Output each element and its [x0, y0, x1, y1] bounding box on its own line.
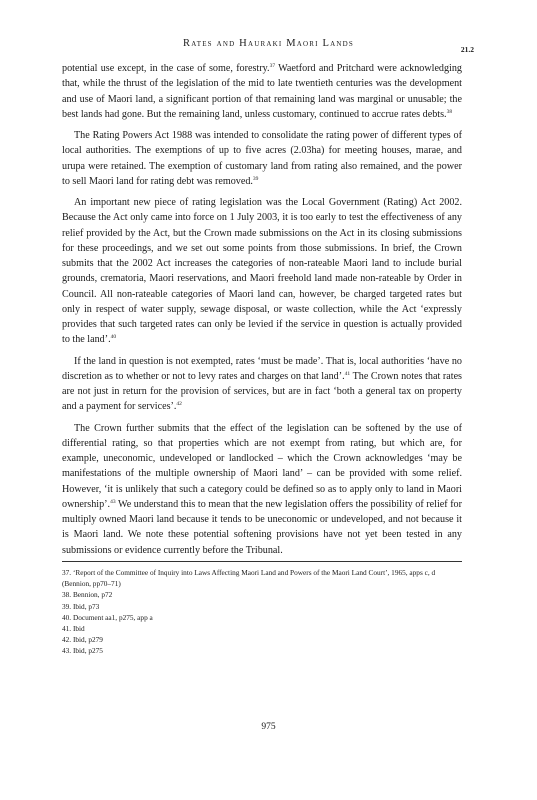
footnote: 37. ‘Report of the Committee of Inquiry into Laws Affecting Maori Land and Powers of the Maori Land Court’, 1965, apps c, d (Bennion, pp70–71)	[62, 568, 436, 589]
footnote-ref[interactable]: 38	[446, 108, 453, 115]
footnote: 41. Ibid	[62, 624, 85, 634]
footnote-ref[interactable]: 43	[110, 498, 116, 505]
paragraph	[62, 421, 462, 558]
body-text	[62, 61, 462, 564]
footnote-ref[interactable]: 41	[344, 370, 351, 377]
footnote: 43. Ibid, p275	[62, 646, 103, 656]
footnote: 38. Bennion, p72	[62, 590, 113, 600]
paragraph-text: We understand this to mean that the new legislation offers the possibility of relief for multiply owned Maori land because it tends to be uneconomic or undeveloped, and not because it is Maori land. We note these potential softening provisions have not yet been tested in any submissions or evidence currently before the Tribunal.	[62, 498, 462, 556]
paragraph-text: The Crown notes that rates are not just in return for the provision of services, but are in fact ‘both a general tax on property and a payment for services’.	[62, 370, 463, 413]
footnote-rule	[62, 561, 462, 562]
footnote: 42. Ibid, p279	[62, 635, 103, 645]
paragraph-text: If the land in question is not exempted, rates ‘must be made’. That is, local authorities ‘have no discretion as to whether or not to levy rates and charges on that land’.	[62, 355, 462, 382]
footnotes	[62, 567, 462, 657]
paragraph	[62, 195, 462, 348]
paragraph-text: Waetford and Pritchard were acknowledging that, while the thrust of the legislation of the mid to late twentieth centuries was the development and use of Maori land, a significant portion of that remaining land was marginal or unusable; the best lands had gone. But the remaining land, unless customary, continued to accrue rates debts.	[62, 63, 462, 120]
page-number: 975	[261, 722, 276, 732]
footnote-ref[interactable]: 42	[176, 401, 182, 408]
footnote-ref[interactable]: 37	[269, 63, 276, 69]
paragraph-text: An important new piece of rating legislation was the Local Government (Rating) Act 2002. Because the Act only came into force on 1 July 2003, it is too early to test the effectiveness of any relief provided by the Act, but the Crown made submissions on the Act in its closing submissions for these proceedings, and we set out some points from those submissions. In brief, the Crown submits that the 2002 Act increases the categories of non-rateable Maori land to include burial grounds, crematoria, Maori reservations, and Maori freehold land made non-rateable by Order in Council. All non-rateable categories of Maori land can, however, be charged targeted rates but only in respect of water supply, sewage disposal, or waste collection, while the Act ‘expressly provides that such targeted rates can only be levied if the service in question is actually provided to the land’.	[62, 197, 462, 346]
running-head: Rates and Hauraki Maori Lands	[183, 38, 354, 49]
footnote-ref[interactable]: 39	[252, 175, 259, 182]
footnote: 40. Document aa1, p275, app a	[62, 612, 153, 622]
paragraph	[62, 61, 462, 122]
paragraph-text: The Rating Powers Act 1988 was intended to consolidate the rating power of different types of local authorities. The exemptions of up to five acres (2.03ha) for meeting houses, marae, and urupa were retained. The exemption of customary land from rating also remained, and the power to sell Maori land for rating debt was removed.	[62, 130, 462, 187]
section-number: 21.2	[460, 45, 474, 54]
paragraph	[62, 354, 462, 415]
footnote: 39. Ibid, p73	[62, 601, 100, 611]
paragraph-text: potential use except, in the case of some, forestry.	[62, 63, 270, 74]
footnote-ref[interactable]: 40	[110, 334, 117, 341]
paragraph	[62, 128, 462, 189]
paragraph-text: The Crown further submits that the effect of the legislation can be softened by the use of differential rating, so that properties which are not exempt from rating, but which are, for example, uneconomic, undeveloped or landlocked – which the Crown acknowledges ‘may be manifestations of the multiple ownership of Maori land’ – can be provided with some relief. However, ‘it is unlikely that such a category could be defined so as to apply only to land in Maori ownership’.	[62, 422, 462, 510]
